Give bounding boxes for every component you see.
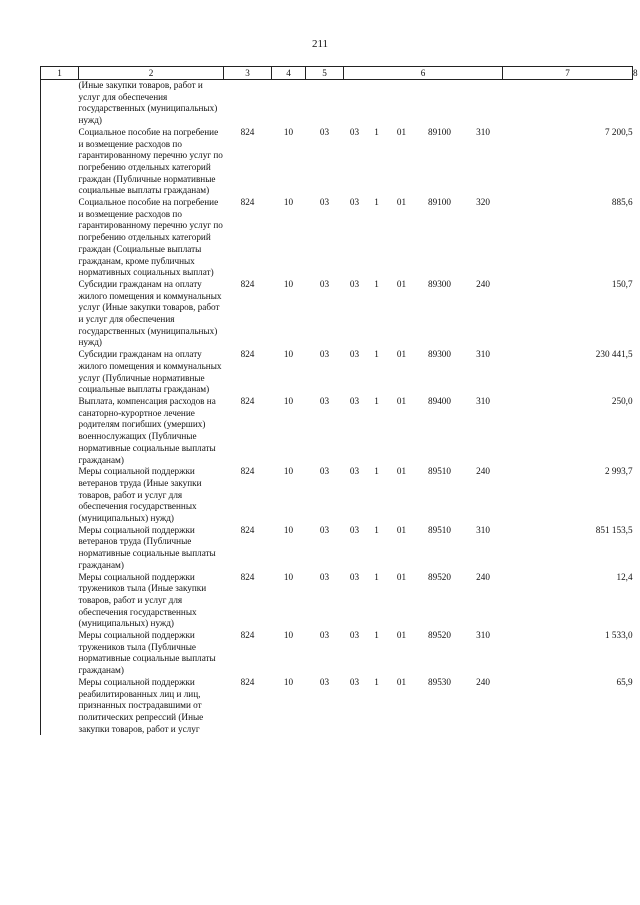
item-name: Субсидии гражданам на оплату жилого помещения и коммунальных услуг (Публичные нормативные социальные выплаты гражданам): [78, 349, 222, 395]
header-col-5: 5: [306, 67, 344, 80]
target-code-part-1: 03: [349, 395, 360, 406]
amount: 2 993,7: [604, 466, 633, 477]
first-col-cell: [41, 279, 79, 349]
item-name: Меры социальной поддержки ветеранов труда (Публичные нормативные социальные выплаты гражданам): [78, 524, 216, 570]
expense-type-code: 240: [476, 278, 490, 289]
item-name: Меры социальной поддержки реабилитированных лиц и лиц, признанных пострадавшими от политических репрессий (Иные закупки товаров, работ и услуг: [78, 676, 204, 734]
first-col-cell: [41, 630, 79, 677]
table-row: [41, 349, 633, 396]
item-name: Социальное пособие на погребение и возмещение расходов по гарантированному перечню услуг по погребению отдельных категорий граждан (Публичные нормативные социальные выплаты гражданам): [78, 126, 223, 196]
table-row: [41, 197, 633, 279]
target-code-part-3: 01: [396, 676, 407, 687]
section-code: 10: [283, 349, 294, 360]
header-row: 1 2 3 4 5 6 7 8: [41, 67, 633, 80]
target-code-part-2: 1: [374, 630, 379, 641]
expense-type-code: 310: [476, 524, 490, 535]
expense-type-code: 310: [476, 630, 490, 641]
target-code-part-4: 89400: [428, 395, 451, 406]
target-code-part-1: 03: [349, 571, 360, 582]
section-code: 10: [283, 395, 294, 406]
expense-type-code: 240: [476, 466, 490, 477]
amount: 65,9: [616, 676, 633, 687]
item-name: Меры социальной поддержки тружеников тыла (Иные закупки товаров, работ и услуг для обеспечения государственных (муниципальных) нужд): [78, 571, 207, 629]
amount: 851 153,5: [595, 524, 633, 535]
table-row: [41, 572, 633, 631]
budget-table: [40, 66, 638, 735]
target-code-part-3: [388, 80, 416, 127]
target-code-part-4: 89510: [428, 466, 451, 477]
subsection-code: 03: [319, 466, 330, 477]
target-code-part-1: 03: [349, 466, 360, 477]
item-name: Меры социальной поддержки ветеранов труда (Иные закупки товаров, работ и услуг для обеспечения государственных (муниципальных) нужд): [78, 466, 202, 524]
amount: 150,7: [611, 278, 633, 289]
amount: 1 533,0: [604, 630, 633, 641]
target-code-part-3: 01: [396, 571, 407, 582]
target-code-part-4: 89100: [428, 126, 451, 137]
section-code: 10: [283, 197, 294, 208]
header-col-6: 6: [344, 67, 503, 80]
section-code: 10: [283, 126, 294, 137]
target-code-part-3: 01: [396, 349, 407, 360]
table-row: [41, 80, 633, 127]
admin-code: 824: [240, 197, 255, 208]
section-code: 10: [283, 630, 294, 641]
first-col-cell: [41, 197, 79, 279]
target-code-part-4: 89520: [428, 571, 451, 582]
expense-type-code: 320: [476, 197, 490, 208]
amount: 885,6: [611, 197, 633, 208]
section-code: [272, 80, 306, 127]
target-code-part-3: 01: [396, 466, 407, 477]
table-row: [41, 525, 633, 572]
target-code-part-4: 89520: [428, 630, 451, 641]
target-code-part-2: 1: [374, 349, 379, 360]
table-row: [41, 396, 633, 466]
expense-type-code: 310: [476, 395, 490, 406]
amount: 12,4: [616, 571, 633, 582]
section-code: 10: [283, 676, 294, 687]
target-code-part-2: 1: [374, 571, 379, 582]
expense-type-code: 310: [476, 349, 490, 360]
target-code-part-1: 03: [349, 126, 360, 137]
header-col-1: 1: [41, 67, 79, 80]
target-code-part-3: 01: [396, 630, 407, 641]
target-code-part-4: 89510: [428, 524, 451, 535]
target-code-part-3: 01: [396, 126, 407, 137]
first-col-cell: [41, 396, 79, 466]
admin-code: 824: [240, 126, 255, 137]
page-number: 211: [311, 38, 329, 50]
admin-code: 824: [240, 571, 255, 582]
admin-code: 824: [240, 524, 255, 535]
admin-code: 824: [240, 466, 255, 477]
target-code-part-1: [344, 80, 366, 127]
item-name: Социальное пособие на погребение и возмещение расходов по гарантированному перечню услуг по погребению отдельных категорий граждан (Социальные выплаты гражданам, кроме публичных нормативных социальных выплат): [78, 197, 223, 278]
target-code-part-2: 1: [374, 676, 379, 687]
table-row: [41, 127, 633, 197]
subsection-code: 03: [319, 197, 330, 208]
target-code-part-1: 03: [349, 197, 360, 208]
target-code-part-3: 01: [396, 278, 407, 289]
section-code: 10: [283, 524, 294, 535]
target-code-part-2: 1: [374, 278, 379, 289]
subsection-code: 03: [319, 524, 330, 535]
header-col-3: 3: [224, 67, 272, 80]
target-code-part-4: 89300: [428, 278, 451, 289]
target-code-part-2: 1: [374, 126, 379, 137]
target-code-part-1: 03: [349, 676, 360, 687]
amount: 7 200,5: [604, 126, 633, 137]
table-row: [41, 279, 633, 349]
subsection-code: 03: [319, 571, 330, 582]
subsection-code: 03: [319, 349, 330, 360]
header-col-7: 7: [503, 67, 633, 80]
target-code-part-4: 89530: [428, 676, 451, 687]
admin-code: [224, 80, 272, 127]
admin-code: 824: [240, 676, 255, 687]
item-name: Выплата, компенсация расходов на санаторно-курортное лечение родителям погибших (умерших) военнослужащих (Публичные нормативные социальные выплаты гражданам): [78, 395, 216, 465]
admin-code: 824: [240, 278, 255, 289]
target-code-part-4: 89100: [428, 197, 451, 208]
amount: 250,0: [611, 395, 633, 406]
first-col-cell: [41, 466, 79, 525]
first-col-cell: [41, 525, 79, 572]
admin-code: 824: [240, 630, 255, 641]
target-code-part-2: 1: [374, 395, 379, 406]
target-code-part-2: [366, 80, 388, 127]
expense-type-code: 240: [476, 571, 490, 582]
item-name: Меры социальной поддержки тружеников тыла (Публичные нормативные социальные выплаты гражданам): [78, 630, 216, 676]
target-code-part-3: 01: [396, 524, 407, 535]
target-code-part-2: 1: [374, 466, 379, 477]
item-name: Субсидии гражданам на оплату жилого помещения и коммунальных услуг (Иные закупки товаров, работ и услуг для обеспечения государственных (муниципальных) нужд): [78, 278, 222, 348]
section-code: 10: [283, 571, 294, 582]
target-code-part-4: [416, 80, 464, 127]
first-col-cell: [41, 349, 79, 396]
expense-type-code: 310: [476, 126, 490, 137]
first-col-cell: [41, 80, 79, 127]
target-code-part-1: 03: [349, 630, 360, 641]
section-code: 10: [283, 466, 294, 477]
item-name: (Иные закупки товаров, работ и услуг для обеспечения государственных (муниципальных) нужд): [78, 80, 218, 126]
target-code-part-1: 03: [349, 524, 360, 535]
amount: 230 441,5: [595, 349, 633, 360]
section-code: 10: [283, 278, 294, 289]
target-code-part-2: 1: [374, 197, 379, 208]
subsection-code: 03: [319, 630, 330, 641]
first-col-cell: [41, 572, 79, 631]
header-col-2: 2: [79, 67, 224, 80]
target-code-part-4: 89300: [428, 349, 451, 360]
table-row: [41, 630, 633, 677]
subsection-code: 03: [319, 676, 330, 687]
amount: [503, 80, 633, 127]
subsection-code: 03: [319, 278, 330, 289]
first-col-cell: [41, 127, 79, 197]
target-code-part-3: 01: [396, 395, 407, 406]
table-row: [41, 677, 633, 736]
admin-code: 824: [240, 395, 255, 406]
admin-code: 824: [240, 349, 255, 360]
subsection-code: 03: [319, 126, 330, 137]
target-code-part-2: 1: [374, 524, 379, 535]
subsection-code: 03: [319, 395, 330, 406]
first-col-cell: [41, 677, 79, 736]
expense-type-code: [464, 80, 503, 127]
table-row: [41, 466, 633, 525]
expense-type-code: 240: [476, 676, 490, 687]
target-code-part-1: 03: [349, 278, 360, 289]
target-code-part-1: 03: [349, 349, 360, 360]
target-code-part-3: 01: [396, 197, 407, 208]
subsection-code: [306, 80, 344, 127]
header-col-4: 4: [272, 67, 306, 80]
